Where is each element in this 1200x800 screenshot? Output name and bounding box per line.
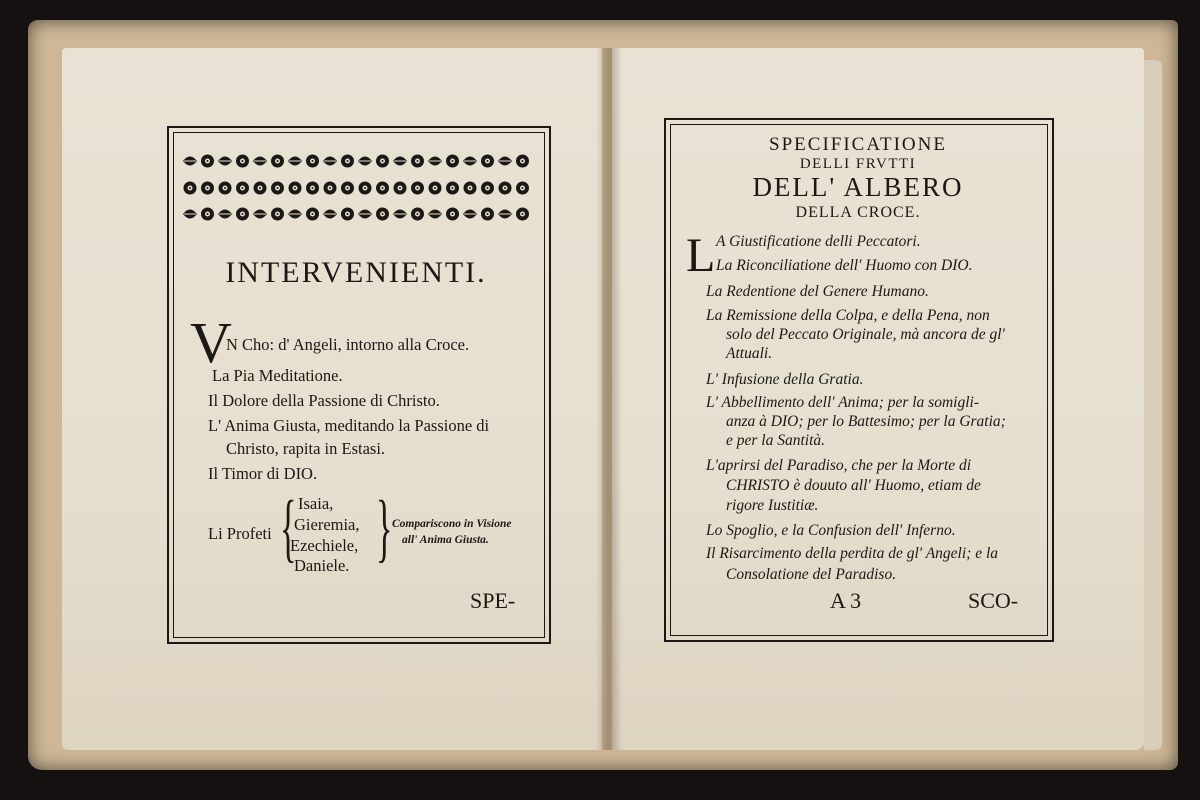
ornament-motif xyxy=(306,155,319,168)
ornament-motif xyxy=(323,210,337,219)
drop-cap-v: V xyxy=(190,310,232,375)
right-line-2: La Riconciliatione dell' Huomo con DIO. xyxy=(716,257,973,274)
ornament-motif xyxy=(463,157,477,166)
right-line-5: solo del Peccato Originale, mà ancora de gl' xyxy=(726,326,1005,343)
ornament-motif xyxy=(271,155,284,168)
left-line-6: Il Timor di DIO. xyxy=(208,464,318,483)
left-catchword: SPE- xyxy=(470,588,516,613)
floral-ornament-band xyxy=(180,148,532,228)
ornament-motif xyxy=(201,208,214,221)
ornament-motif xyxy=(499,182,512,195)
ornament-motif xyxy=(201,182,214,195)
left-line-4: L' Anima Giusta, meditando la Passione di xyxy=(208,416,490,435)
ornament-motif xyxy=(394,182,407,195)
ornament-motif xyxy=(481,208,494,221)
left-line-2: La Pia Meditatione. xyxy=(212,366,343,385)
ornament-motif xyxy=(236,182,249,195)
ornament-motif xyxy=(253,210,267,219)
right-line-14: Lo Spoglio, e la Confusion dell' Inferno. xyxy=(706,522,956,539)
ornament-motif xyxy=(306,208,319,221)
ornament-motif xyxy=(358,157,372,166)
ornament-motif xyxy=(463,210,477,219)
prophets-note-1: Compariscono in Visione xyxy=(392,518,512,530)
right-title-line-2: DELLI FRVTTI xyxy=(799,156,917,172)
left-line-5: Christo, rapita in Estasi. xyxy=(226,439,386,458)
ornament-motif xyxy=(341,208,354,221)
prophets-note-2: all' Anima Giusta. xyxy=(402,534,489,546)
ornament-motif xyxy=(183,210,197,219)
right-title-line-3: DELL' ALBERO xyxy=(752,172,964,202)
ornament-motif xyxy=(446,155,459,168)
ornament-motif xyxy=(254,182,267,195)
signature-mark: A 3 xyxy=(830,588,862,613)
left-line-3: Il Dolore della Passione di Christo. xyxy=(208,391,440,410)
book-gutter xyxy=(596,48,622,750)
ornament-motif xyxy=(411,208,424,221)
ornament-motif xyxy=(236,208,249,221)
right-line-9: anza à DIO; per lo Battesimo; per la Gratia; xyxy=(726,413,1006,430)
ornament-motif xyxy=(218,210,232,219)
ornament-motif xyxy=(183,157,197,166)
ornament-motif xyxy=(376,208,389,221)
ornament-motif xyxy=(464,182,477,195)
prophets-label: Li Profeti xyxy=(208,524,272,543)
ornament-motif xyxy=(429,182,442,195)
right-line-6: Attuali. xyxy=(726,345,773,362)
right-line-1: A Giustificatione delli Peccatori. xyxy=(716,233,921,250)
ornament-motif xyxy=(271,182,284,195)
ornament-motif xyxy=(288,210,302,219)
ornament-motif xyxy=(393,157,407,166)
right-line-16: Consolatione del Paradiso. xyxy=(726,566,897,583)
ornament-motif xyxy=(376,155,389,168)
left-page-title: INTERVENIENTI. xyxy=(225,256,487,289)
ornament-motif xyxy=(481,182,494,195)
ornament-motif xyxy=(201,155,214,168)
right-line-4: La Remissione della Colpa, e della Pena, non xyxy=(706,307,990,324)
ornament-motif xyxy=(376,182,389,195)
right-line-12: CHRISTO è douuto all' Huomo, etiam de xyxy=(726,477,981,494)
ornament-motif xyxy=(498,157,512,166)
left-brace: { xyxy=(280,486,297,570)
ornament-motif xyxy=(393,210,407,219)
ornament-motif xyxy=(359,182,372,195)
right-catchword: SCO- xyxy=(968,588,1019,613)
right-line-11: L'aprirsi del Paradiso, che per la Morte di xyxy=(706,457,972,474)
ornament-motif xyxy=(516,155,529,168)
ornament-motif xyxy=(516,208,529,221)
ornament-motif xyxy=(288,157,302,166)
right-line-3: La Redentione del Genere Humano. xyxy=(706,283,929,300)
right-line-7: L' Infusione della Gratia. xyxy=(706,371,864,388)
ornament-motif xyxy=(323,157,337,166)
ornament-motif xyxy=(446,208,459,221)
ornament-motif xyxy=(481,155,494,168)
ornament-motif xyxy=(411,182,424,195)
ornament-motif xyxy=(428,157,442,166)
ornament-motif xyxy=(219,182,232,195)
prophet-gieremia: Gieremia, xyxy=(294,515,360,534)
right-line-13: rigore Iustitiæ. xyxy=(726,497,819,514)
prophet-ezechiele: Ezechiele, xyxy=(290,536,359,555)
ornament-motif xyxy=(218,157,232,166)
right-line-10: e per la Santità. xyxy=(726,432,826,449)
prophet-isaia: Isaia, xyxy=(298,494,334,513)
ornament-motif xyxy=(253,157,267,166)
right-line-8: L' Abbellimento dell' Anima; per la somigli- xyxy=(706,394,979,411)
ornament-motif xyxy=(341,182,354,195)
ornament-motif xyxy=(184,182,197,195)
ornament-motif xyxy=(498,210,512,219)
ornament-motif xyxy=(289,182,302,195)
ornament-motif xyxy=(324,182,337,195)
ornament-motif xyxy=(428,210,442,219)
drop-cap-l: L xyxy=(686,229,716,282)
ornament-motif xyxy=(516,182,529,195)
ornament-motif xyxy=(358,210,372,219)
ornament-motif xyxy=(271,208,284,221)
prophet-daniele: Daniele. xyxy=(294,556,350,575)
right-line-15: Il Risarcimento della perdita de gl' Angeli; e la xyxy=(706,545,999,562)
right-brace: } xyxy=(376,486,393,570)
ornament-motif xyxy=(341,155,354,168)
right-title-line-4: DELLA CROCE. xyxy=(795,204,921,221)
ornament-motif xyxy=(411,155,424,168)
left-line-1: N Cho: d' Angeli, intorno alla Croce. xyxy=(226,335,470,354)
ornament-motif xyxy=(306,182,319,195)
ornament-motif xyxy=(236,155,249,168)
right-title-line-1: SPECIFICATIONE xyxy=(769,134,947,155)
ornament-motif xyxy=(446,182,459,195)
page-edges-right xyxy=(1144,60,1162,750)
